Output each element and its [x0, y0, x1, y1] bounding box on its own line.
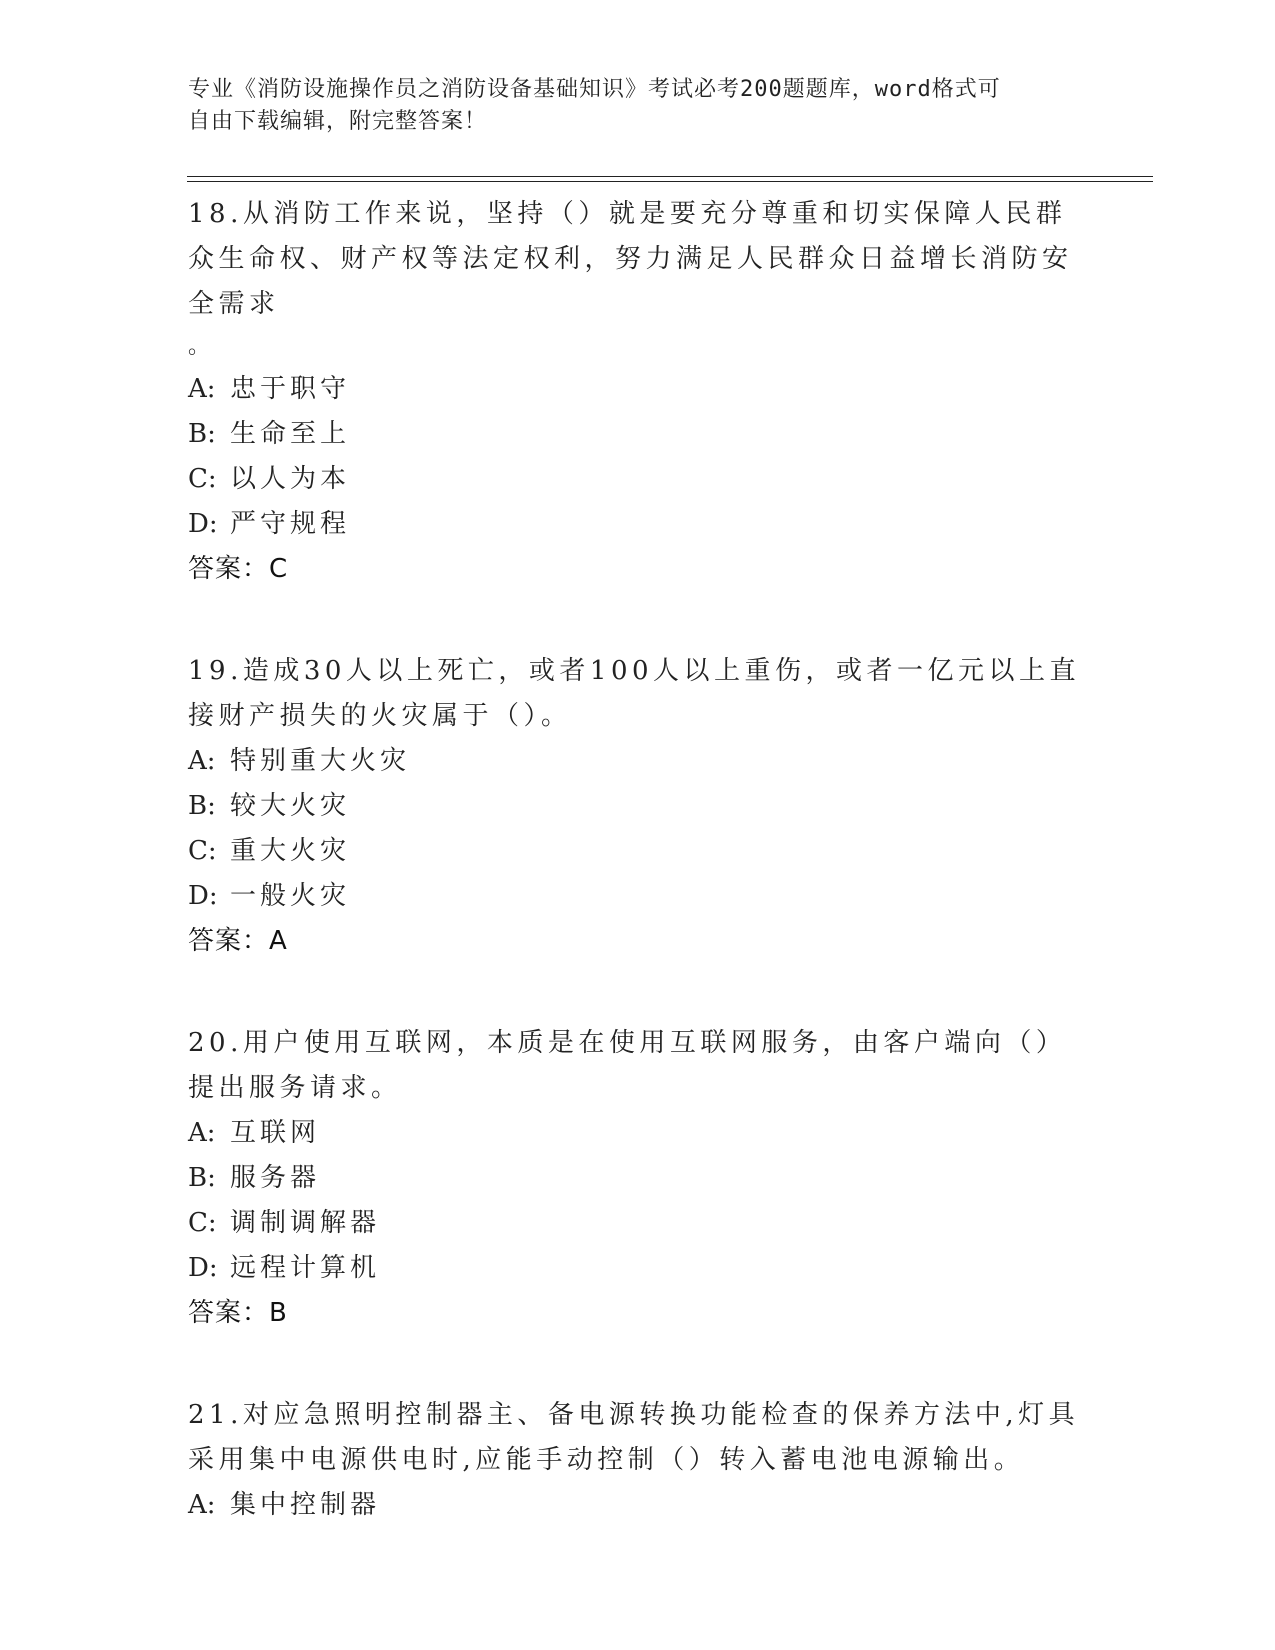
option-a: [188, 1483, 1088, 1528]
option-text: 特别重大火灾: [230, 746, 411, 776]
header-rule-bottom: [187, 181, 1153, 182]
question-text: 18.从消防工作来说，坚持（）就是要充分尊重和切实保障人民群众生命权、财产权等法定权利，努力满足人民群众日益增长消防安全需求: [188, 199, 1073, 319]
option-key: A:: [188, 374, 216, 404]
option-text: 以人为本: [230, 464, 351, 494]
option-key: C:: [188, 1208, 217, 1238]
option-text: 服务器: [230, 1163, 321, 1193]
answer-line: 答案：A: [188, 926, 288, 956]
option-d: [188, 874, 1088, 919]
question-text: 20.用户使用互联网，本质是在使用互联网服务，由客户端向（）提出服务请求。: [188, 1028, 1067, 1103]
option-b: [188, 784, 1088, 829]
option-text: 调制调解器: [230, 1208, 381, 1238]
option-text: 重大火灾: [230, 836, 351, 866]
answer-line: 答案：B: [188, 1298, 288, 1328]
option-key: D:: [188, 509, 218, 539]
option-text: 忠于职守: [230, 374, 351, 404]
document-header: [188, 74, 1088, 138]
question-18: [188, 192, 1088, 592]
question-list: [188, 192, 1088, 1585]
header-line-1: 专业《消防设施操作员之消防设备基础知识》考试必考200题题库，word格式可: [188, 77, 1001, 102]
option-key: D:: [188, 881, 218, 911]
option-d: [188, 1246, 1088, 1291]
option-text: 严守规程: [230, 509, 351, 539]
header-line-2: 自由下载编辑，附完整答案！: [188, 109, 488, 134]
question-19: [188, 649, 1088, 964]
question-text: 19.造成30人以上死亡，或者100人以上重伤，或者一亿元以上直接财产损失的火灾属于（）。: [188, 656, 1081, 731]
option-d: [188, 502, 1088, 547]
option-text: 互联网: [230, 1118, 321, 1148]
option-key: A:: [188, 1490, 216, 1520]
option-text: 远程计算机: [230, 1253, 381, 1283]
header-rule-top: [187, 176, 1153, 177]
question-20: [188, 1021, 1088, 1336]
question-21: [188, 1393, 1088, 1528]
option-key: B:: [188, 1163, 216, 1193]
question-text: 21.对应急照明控制器主、备电源转换功能检查的保养方法中,灯具采用集中电源供电时,应能手动控制（）转入蓄电池电源输出。: [188, 1400, 1080, 1475]
option-a: [188, 1111, 1088, 1156]
option-text: 生命至上: [230, 419, 351, 449]
option-text: 较大火灾: [230, 791, 351, 821]
answer-line: 答案：C: [188, 554, 289, 584]
option-b: [188, 412, 1088, 457]
option-text: 一般火灾: [230, 881, 351, 911]
question-tail: 。: [188, 334, 211, 359]
option-c: [188, 829, 1088, 874]
option-a: [188, 739, 1088, 784]
option-key: C:: [188, 464, 217, 494]
option-c: [188, 457, 1088, 502]
option-key: C:: [188, 836, 217, 866]
option-a: [188, 367, 1088, 412]
option-key: A:: [188, 746, 216, 776]
option-c: [188, 1201, 1088, 1246]
option-key: D:: [188, 1253, 218, 1283]
option-key: B:: [188, 419, 216, 449]
option-key: A:: [188, 1118, 216, 1148]
option-key: B:: [188, 791, 216, 821]
option-b: [188, 1156, 1088, 1201]
option-text: 集中控制器: [230, 1490, 381, 1520]
